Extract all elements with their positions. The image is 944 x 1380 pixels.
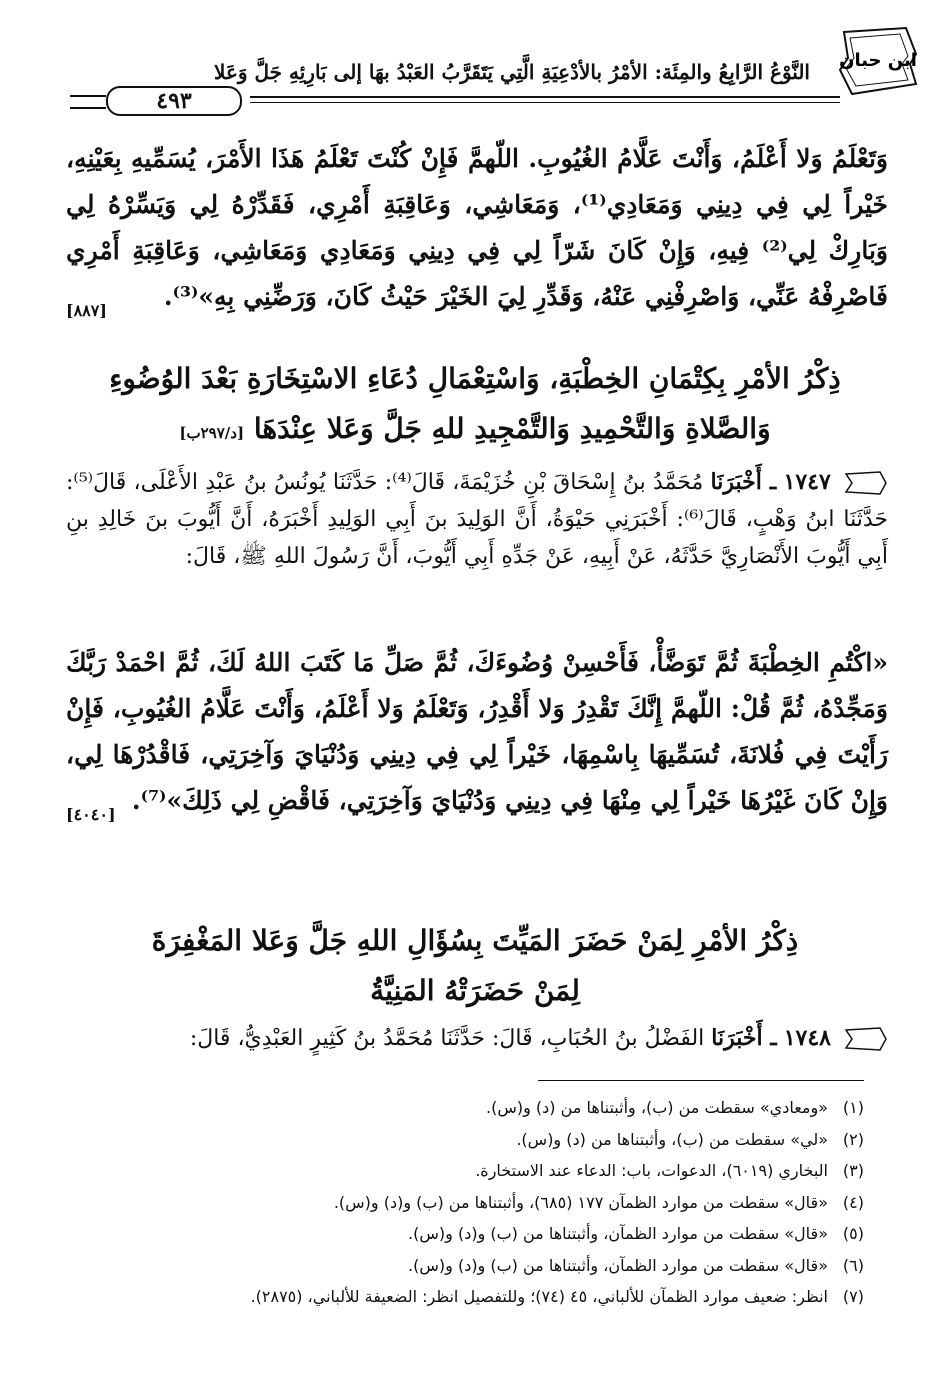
emblem-text: ابن حبان [839,50,917,71]
hadith-chain-text: الفَضْلُ بنُ الحُبَابِ، قَالَ: حَدَّثَنَا مُحَمَّدُ بنُ كَثِيرٍ العَبْدِيُّ، قَالَ: [189,1026,705,1051]
header-rule [250,96,840,98]
page-number: ٤٩٣ [106,86,242,116]
footnote: (٢)«لي» سقطت من (ب)، وأثبتناها من (د) و(س). [516,1129,864,1149]
page-number-box [70,86,250,116]
book-emblem-icon [836,24,920,100]
header-rule-thin [250,102,840,103]
footnote: (٤)«قال» سقطت من موارد الظمآن ١٧٧ (٦٨٥)، وأثبتناها من (ب) و(د) و(س). [333,1192,864,1212]
running-title: النَّوْعُ الرَّابِعُ والمِئَة: الأمْرُ بالأدْعِيَةِ الَّتِي يَتَقَرَّبُ العَبْدُ بهَا إلى بَارِئِهِ جَلَّ وَعَلا [214,60,810,84]
heading-1-line-1: ذِكْرُ الأمْرِ بِكِتْمَانِ الخِطْبَةِ، وَاسْتِعْمَالِ دُعَاءِ الاسْتِخَارَةِ بَعْدَ الوُضُوءِ [109,362,841,395]
footnote: (٣)البخاري (٦٠١٩)، الدعوات، باب: الدعاء عند الاستخارة. [475,1161,864,1180]
hadith-number: ١٧٤٧ [783,469,831,495]
footnote: (٥)«قال» سقطت من موارد الظمآن، وأثبتناها من (ب) و(د) و(س). [408,1224,864,1243]
intro-paragraph [66,136,888,334]
footnotes [74,1092,864,1313]
footnote: (١)«ومعادي» سقطت من (ب)، وأثبتناها من (د) و(س). [486,1098,864,1117]
akhbarana-label: أَخْبَرَنَا [711,1025,763,1051]
footnote: (٧)انظر: ضعيف موارد الظمآن للألباني، ٤٥ (٧٤)؛ وللتفصيل انظر: الضعيفة للألباني، (٢٨٧٥). [250,1287,864,1306]
section-heading-2 [80,916,870,1016]
akhbarana-label: أَخْبَرَنَا [710,469,762,495]
heading-2-line-1: ذِكْرُ الأمْرِ لِمَنْ حَضَرَ المَيِّتَ بِسُؤَالِ اللهِ جَلَّ وَعَلا المَغْفِرَةَ [151,924,799,957]
hadith-1747-ref: [٤٠٤٠] [66,805,116,824]
hadith-chain-text: مُحَمَّدُ بنُ إِسْحَاقَ بْنِ خُزَيْمَةَ، قَالَ⁽⁴⁾: حَدَّثَنَا يُونُسُ بنُ عَبْدِ الأَعْلَى، قَالَ⁽⁵⁾: حَدَّثَنَا ابنُ وَهْبٍ، قَالَ⁽⁶⁾: أَخْبَرَنِي حَيْوَةُ، أَنَّ الوَلِيدَ بنَ أَبِي الوَلِيدِ أَخْبَرَهُ، أَنَّ أَيُّوبَ بنَ خَالِدِ بنِ أَبِي أَيُّوبَ الأَنْصَارِيَّ حَدَّثَهُ، عَنْ أَبِيهِ، عَنْ جَدِّهِ أَبِي أَيُّوبَ، أَنَّ رَسُولَ اللهِ ﷺ، قَالَ: [66,470,888,569]
heading-1-line-2-wrap [80,404,870,458]
page-header [70,30,917,114]
heading-1-ms-ref: [د/٢٩٧ب] [179,424,245,442]
section-heading-1 [80,354,870,458]
heading-1-line-2: وَالصَّلاةِ وَالتَّحْمِيدِ وَالتَّمْجِيدِ للهِ جَلَّ وَعَلا عِنْدَهَا [253,412,771,445]
hadith-number: ١٧٤٨ [783,1025,831,1051]
hadith-marker-icon [844,1026,888,1052]
intro-text: وَتَعْلَمُ وَلا أَعْلَمُ، وَأَنْتَ عَلَّامُ الغُيُوبِ. اللّهمَّ فَإِنْ كُنْتَ تَعْلَمُ هَذَا الأَمْرَ، يُسَمِّيهِ بِعَيْنِهِ، خَيْراً لِي فِي دِينِي وَمَعَادِي⁽¹⁾، وَمَعَاشِي، وَعَاقِبَةِ أَمْرِي، فَقَدِّرْهُ لِي وَيَسِّرْهُ لِي وَبَارِكْ لِي⁽²⁾ فِيهِ، وَإِنْ كَانَ شَرّاً لِي فِي دِينِي وَمَعَادِي وَمَعَاشِي، وَعَاقِبَةِ أَمْرِي فَاصْرِفْهُ عَنِّي، وَاصْرِفْنِي عَنْهُ، وَقَدِّرِ لِيَ الخَيْرَ حَيْثُ كَانَ، وَرَضِّنِي بِهِ»⁽³⁾. [66,144,889,311]
footnote-divider [538,1080,864,1081]
intro-ref: [٨٨٧] [66,301,107,320]
hadith-matn-text: «اكْتُمِ الخِطْبَةَ ثُمَّ تَوَضَّأْ، فَأَحْسِنْ وُضُوءَكَ، ثُمَّ صَلِّ مَا كَتَبَ اللهُ لَكَ، ثُمَّ احْمَدْ رَبَّكَ وَمَجِّدْهُ، ثُمَّ قُلْ: اللّهمَّ إِنَّكَ تَقْدِرُ وَلا أَقْدِرُ، وَتَعْلَمُ وَلا أَعْلَمُ، وَأَنْتَ عَلَّامُ الغُيُوبِ، فَإِنْ رَأَيْتَ فِي فُلانَةَ، تُسَمِّيهَا بِاسْمِهَا، خَيْراً لِي فِي دِينِي وَدُنْيَايَ وَآخِرَتِي، فَاقْدُرْهَا لِي، وَإِنْ كَانَ غَيْرُهَا خَيْراً لِي مِنْهَا فِي دِينِي وَدُنْيَايَ وَآخِرَتِي، فَاقْضِ لِي ذَلِكَ»⁽⁷⁾. [66,648,888,815]
hadith-1747-chain: ١٧٤٧ ـ أَخْبَرَنَا مُحَمَّدُ بنُ إِسْحَاقَ بْنِ خُزَيْمَةَ، قَالَ⁽⁴⁾: حَدَّثَنَا يُونُسُ بنُ عَبْدِ الأَعْلَى، قَالَ⁽⁵⁾: حَدَّثَنَا ابنُ وَهْبٍ، قَالَ⁽⁶⁾: أَخْبَرَنِي حَيْوَةُ، أَنَّ الوَلِيدَ بنَ أَبِي الوَلِيدِ أَخْبَرَهُ، أَنَّ أَيُّوبَ بنَ خَالِدِ بنِ أَبِي أَيُّوبَ الأَنْصَارِيَّ حَدَّثَهُ، عَنْ أَبِيهِ، عَنْ جَدِّهِ أَبِي أَيُّوبَ، أَنَّ رَسُولَ اللهِ ﷺ، قَالَ: [66,469,888,569]
heading-2-line-2: لِمَنْ حَضَرَتْهُ المَنِيَّةُ [370,974,580,1007]
hadith-marker-icon [844,470,888,496]
footnote: (٦)«قال» سقطت من موارد الظمآن، وأثبتناها من (ب) و(د) و(س). [408,1255,864,1275]
hadith-1747-matn [66,640,888,838]
hadith-1748-chain: ١٧٤٨ ـ أَخْبَرَنَا الفَضْلُ بنُ الحُبَابِ، قَالَ: حَدَّثَنَا مُحَمَّدُ بنُ كَثِيرٍ العَبْدِيُّ، قَالَ: [66,1020,888,1057]
